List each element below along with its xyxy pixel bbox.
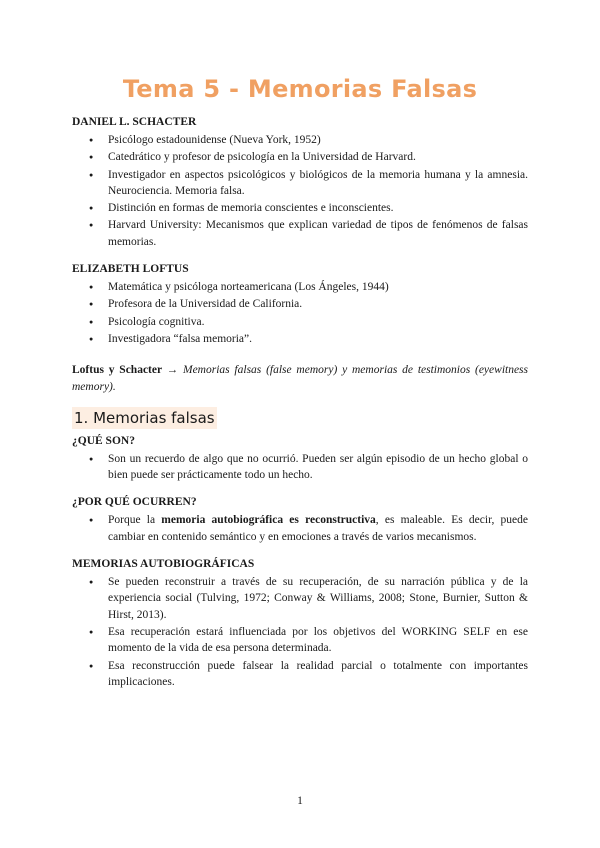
document-page <box>72 72 528 691</box>
schacter-list <box>72 132 528 250</box>
list-item <box>108 512 528 545</box>
que-son-list <box>72 451 528 484</box>
page-title: Tema 5 - Memorias Falsas <box>122 75 478 103</box>
list-item: ● Distinción en formas de memoria conscientes e inconscientes. <box>108 200 528 216</box>
list-item: ● Esa reconstrucción puede falsear la realidad parcial o totalmente con importantes implicaciones. <box>108 658 528 691</box>
list-item: ● Investigador en aspectos psicológicos y biológicos de la memoria humana y la amnesia. Neurociencia. Memoria falsa. <box>108 167 528 200</box>
list-item: ● Harvard University: Mecanismos que explican variedad de tipos de fenómenos de falsas memorias. <box>108 217 528 250</box>
list-item: ● Matemática y psicóloga norteamericana (Los Ángeles, 1944) <box>108 279 528 295</box>
que-son-heading: ¿QUÉ SON? <box>72 434 135 447</box>
loftus-list <box>72 279 528 347</box>
relation-bold: Loftus y Schacter → <box>72 364 179 377</box>
section-title: 1. Memorias falsas <box>74 408 215 427</box>
relation-italic: Memorias falsas (false memory) y memorias de testimonios (eyewitness memory). <box>72 364 529 393</box>
loftus-heading: ELIZABETH LOFTUS <box>72 263 189 276</box>
list-item: ● Profesora de la Universidad de California. <box>108 296 528 312</box>
list-item: ● Se pueden reconstruir a través de su recuperación, de su narración pública y de la experiencia social (Tulving, 1972; Conway & Williams, 2008; Stone, Burnier, Sutton & Hirst, 2013). <box>108 574 528 623</box>
por-que-text-bold: memoria autobiográfica es reconstructiva <box>161 514 376 527</box>
por-que-text-pre: Porque la <box>108 514 162 527</box>
schacter-heading: DANIEL L. SCHACTER <box>72 116 197 128</box>
relation-paragraph <box>72 362 528 395</box>
page-number: 1 <box>297 795 303 807</box>
list-item: ● Catedrático y profesor de psicología en la Universidad de Harvard. <box>108 149 528 165</box>
por-que-heading: ¿POR QUÉ OCURREN? <box>72 496 197 509</box>
list-item: ● Psicología cognitiva. <box>108 314 528 330</box>
list-item: ● Esa recuperación estará influenciada por los objetivos del WORKING SELF en ese momento de la vida de esa persona determinada. <box>108 624 528 657</box>
por-que-text-post: , es maleable. Es decir, puede cambiar en contenido semántico y en emociones a través de varios mecanismos. <box>108 514 528 543</box>
list-item: ● Investigadora “falsa memoria”. <box>108 331 528 347</box>
autobio-list <box>72 574 528 690</box>
por-que-list <box>72 512 528 545</box>
autobio-heading: MEMORIAS AUTOBIOGRÁFICAS <box>72 558 255 571</box>
list-item: ● Psicólogo estadounidense (Nueva York, 1952) <box>108 132 528 148</box>
list-item: ● Son un recuerdo de algo que no ocurrió. Pueden ser algún episodio de un hecho global o bien puede ser prácticamente todo un hecho. <box>108 451 528 484</box>
